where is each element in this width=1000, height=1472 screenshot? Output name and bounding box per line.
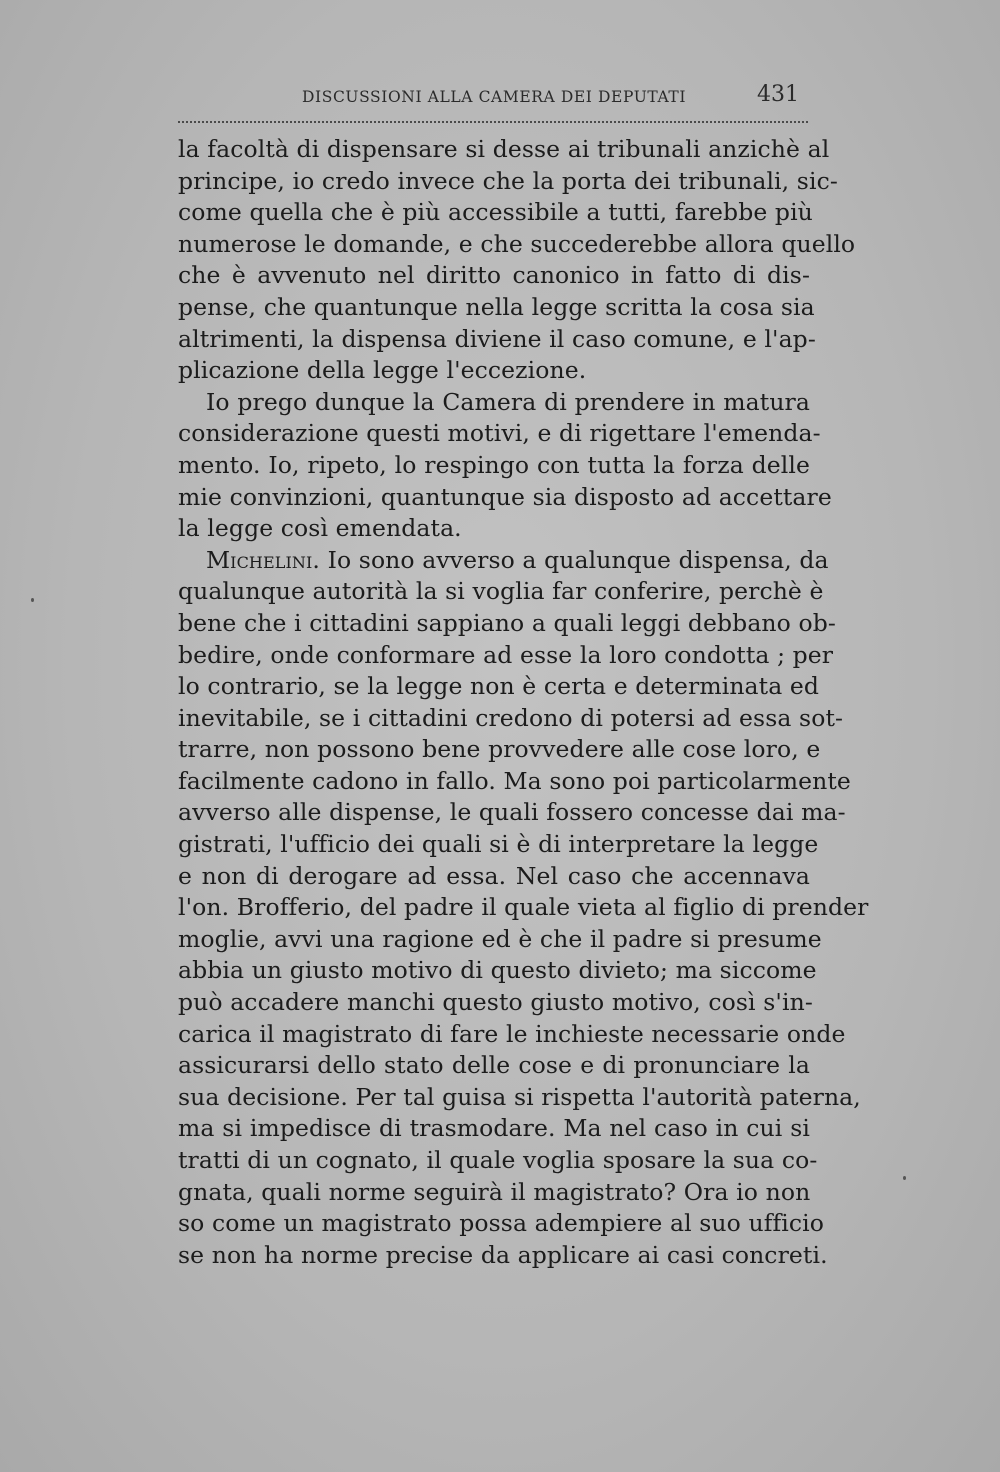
text-line: che è avvenuto nel diritto canonico in fatto di dis- (178, 261, 810, 290)
text-line: inevitabile, se i cittadini credono di potersi ad essa sot- (178, 703, 844, 732)
text-line: se non ha norme precise da applicare ai casi concreti. (178, 1240, 828, 1269)
text-line: numerose le domande, e che succederebbe allora quello (178, 229, 856, 258)
text-line: bene che i cittadini sappiano a quali leggi debbano ob- (178, 608, 836, 637)
text-line: trarre, non possono bene provvedere alle cose loro, e (178, 735, 821, 764)
page-number: 431 (757, 82, 799, 107)
page-body (178, 134, 869, 1271)
text-line: abbia un giusto motivo di questo divieto; ma siccome (178, 956, 817, 985)
text-line: gistrati, l'ufficio dei quali si è di interpretare la legge (178, 830, 819, 859)
speaker-name: Michelini. (206, 545, 320, 574)
speech-start: Io sono avverso a qualunque dispensa, da (327, 545, 829, 574)
text-line: assicurarsi dello stato delle cose e di pronunciare la (178, 1051, 810, 1080)
text-line: l'on. Brofferio, del padre il quale vieta al figlio di prender (178, 893, 869, 922)
header-rule (178, 121, 808, 123)
text-line (178, 545, 829, 577)
text-line: mie convinzioni, quantunque sia disposto ad accettare (178, 482, 832, 511)
text-line: Io prego dunque la Camera di prendere in matura (206, 387, 810, 416)
text-line: tratti di un cognato, il quale voglia sposare la sua co- (178, 1146, 818, 1174)
paragraph-1 (178, 134, 856, 387)
text-line: la legge così emendata. (178, 514, 462, 543)
text-line: ma si impedisce di trasmodare. Ma nel caso in cui si (178, 1114, 810, 1143)
text-line: principe, io credo invece che la porta dei tribunali, sic- (178, 166, 838, 195)
paragraph-3 (178, 545, 869, 1272)
text-line: la facoltà di dispensare si desse ai tribunali anzichè al (178, 135, 830, 163)
running-head: DISCUSSIONI ALLA CAMERA DEI DEPUTATI (302, 88, 687, 106)
text-line: altrimenti, la dispensa diviene il caso comune, e l'ap- (178, 324, 816, 353)
paper-speck (31, 598, 34, 602)
text-line: lo contrario, se la legge non è certa e determinata ed (178, 672, 820, 701)
text-line: avverso alle dispense, le quali fossero concesse dai ma- (178, 798, 846, 827)
text-line: plicazione della legge l'eccezione. (178, 356, 587, 385)
text-line: carica il magistrato di fare le inchieste necessarie onde (178, 1019, 846, 1048)
text-line: qualunque autorità la si voglia far conferire, perchè è (178, 577, 824, 606)
paper-speck (903, 1176, 906, 1180)
text-line: pense, che quantunque nella legge scritta la cosa sia (178, 292, 815, 321)
text-line: e non di derogare ad essa. Nel caso che accennava (178, 861, 810, 890)
text-line: mento. Io, ripeto, lo respingo con tutta la forza delle (178, 450, 810, 479)
text-line: so come un magistrato possa adempiere al suo ufficio (178, 1209, 825, 1238)
text-line: può accadere manchi questo giusto motivo, così s'in- (178, 988, 813, 1017)
text-line: considerazione questi motivi, e di rigettare l'emenda- (178, 419, 821, 448)
paragraph-2 (178, 387, 832, 545)
text-line: bedire, onde conformare ad esse la loro condotta ; per (178, 640, 834, 669)
text-line: moglie, avvi una ragione ed è che il padre si presume (178, 924, 822, 953)
text-line: gnata, quali norme seguirà il magistrato? Ora io non (178, 1177, 811, 1206)
text-line: sua decisione. Per tal guisa si rispetta l'autorità paterna, (178, 1082, 861, 1111)
text-line: facilmente cadono in fallo. Ma sono poi particolarmente (178, 766, 851, 795)
text-line: come quella che è più accessibile a tutti, farebbe più (178, 198, 813, 227)
